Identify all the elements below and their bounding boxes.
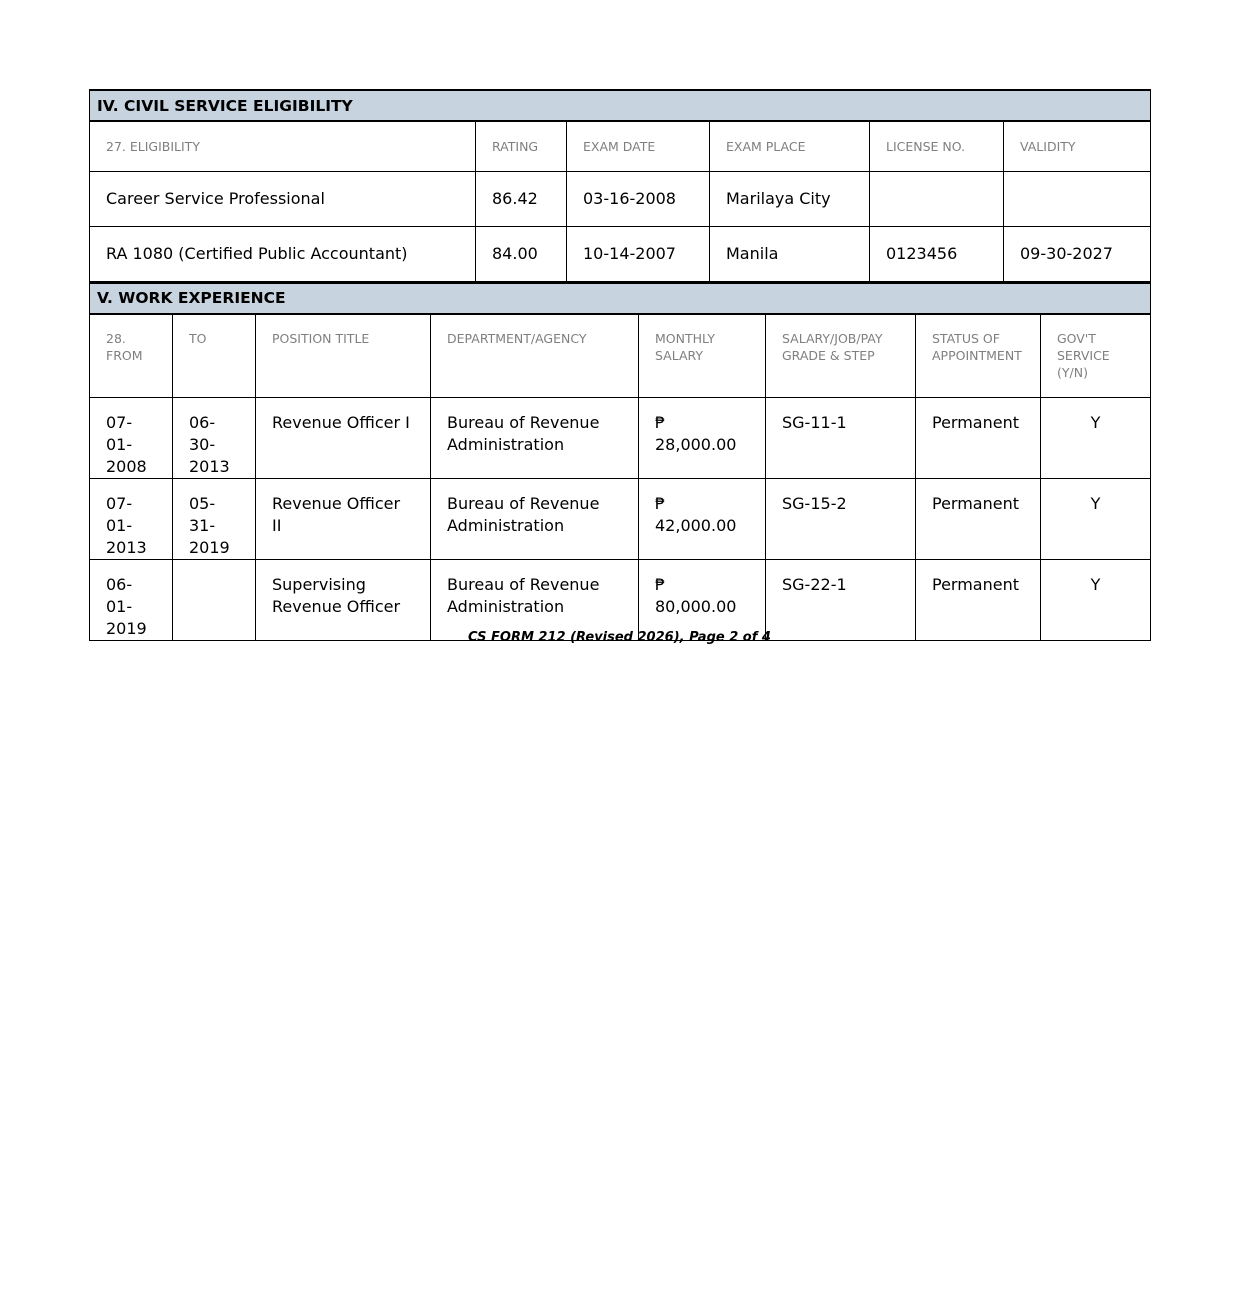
license-no-cell [870, 171, 1004, 226]
validity-cell: 09-30-2027 [1004, 226, 1151, 281]
salary-grade-cell: SG-11-1 [766, 398, 916, 479]
position-title-cell: Supervising Revenue Officer [256, 560, 431, 641]
work-header-row [90, 314, 1151, 398]
from-date-cell: 07-01-2013 [90, 479, 173, 560]
work-experience-table [89, 282, 1151, 642]
table-row [90, 171, 1151, 226]
column-header-eligibility: 27. ELIGIBILITY [90, 121, 476, 171]
table-row [90, 398, 1151, 479]
monthly-salary-cell: ₱ 80,000.00 [639, 560, 766, 641]
license-no-cell: 0123456 [870, 226, 1004, 281]
department-cell: Bureau of Revenue Administration [431, 560, 639, 641]
rating-cell: 86.42 [476, 171, 567, 226]
department-cell: Bureau of Revenue Administration [431, 479, 639, 560]
from-date-cell: 06-01-2019 [90, 560, 173, 641]
exam-date-cell: 10-14-2007 [567, 226, 710, 281]
exam-place-cell: Manila [710, 226, 870, 281]
status-of-appointment-cell: Permanent [916, 479, 1041, 560]
exam-place-cell: Marilaya City [710, 171, 870, 226]
rating-cell: 84.00 [476, 226, 567, 281]
position-title-cell: Revenue Officer I [256, 398, 431, 479]
govt-service-cell: Y [1041, 479, 1151, 560]
column-header-department: DEPARTMENT/AGENCY [431, 314, 639, 398]
department-cell: Bureau of Revenue Administration [431, 398, 639, 479]
section-title-work-experience: V. WORK EXPERIENCE [90, 283, 1151, 314]
monthly-salary-cell: ₱ 42,000.00 [639, 479, 766, 560]
column-header-to: TO [173, 314, 256, 398]
column-header-status-of-appointment: STATUS OF APPOINTMENT [916, 314, 1041, 398]
validity-cell [1004, 171, 1151, 226]
column-header-position-title: POSITION TITLE [256, 314, 431, 398]
column-header-govt-service: GOV'T SERVICE (Y/N) [1041, 314, 1151, 398]
from-date-cell: 07-01-2008 [90, 398, 173, 479]
column-header-exam-date: EXAM DATE [567, 121, 710, 171]
column-header-from-text: 28. FROM [106, 330, 143, 363]
to-date-cell: 05-31-2019 [173, 479, 256, 560]
column-header-license-no: LICENSE NO. [870, 121, 1004, 171]
position-title-cell: Revenue Officer II [256, 479, 431, 560]
column-header-salary-grade: SALARY/JOB/PAY GRADE & STEP [766, 314, 916, 398]
table-row [90, 226, 1151, 281]
column-header-from [90, 314, 173, 398]
table-row [90, 479, 1151, 560]
salary-grade-cell: SG-15-2 [766, 479, 916, 560]
monthly-salary-cell: ₱ 28,000.00 [639, 398, 766, 479]
table-row [90, 560, 1151, 641]
status-of-appointment-cell: Permanent [916, 560, 1041, 641]
salary-grade-cell: SG-22-1 [766, 560, 916, 641]
eligibility-cell: Career Service Professional [90, 171, 476, 226]
eligibility-cell: RA 1080 (Certified Public Accountant) [90, 226, 476, 281]
eligibility-table [89, 89, 1151, 282]
page-footer: CS FORM 212 (Revised 2026), Page 2 of 4 [468, 630, 771, 645]
govt-service-cell: Y [1041, 398, 1151, 479]
column-header-exam-place: EXAM PLACE [710, 121, 870, 171]
section-title-eligibility: IV. CIVIL SERVICE ELIGIBILITY [90, 90, 1151, 121]
exam-date-cell: 03-16-2008 [567, 171, 710, 226]
column-header-validity: VALIDITY [1004, 121, 1151, 171]
to-date-cell [173, 560, 256, 641]
status-of-appointment-cell: Permanent [916, 398, 1041, 479]
eligibility-header-row [90, 121, 1151, 171]
pds-form-page [89, 89, 1150, 641]
govt-service-cell: Y [1041, 560, 1151, 641]
column-header-monthly-salary: MONTHLY SALARY [639, 314, 766, 398]
column-header-rating: RATING [476, 121, 567, 171]
to-date-cell: 06-30-2013 [173, 398, 256, 479]
